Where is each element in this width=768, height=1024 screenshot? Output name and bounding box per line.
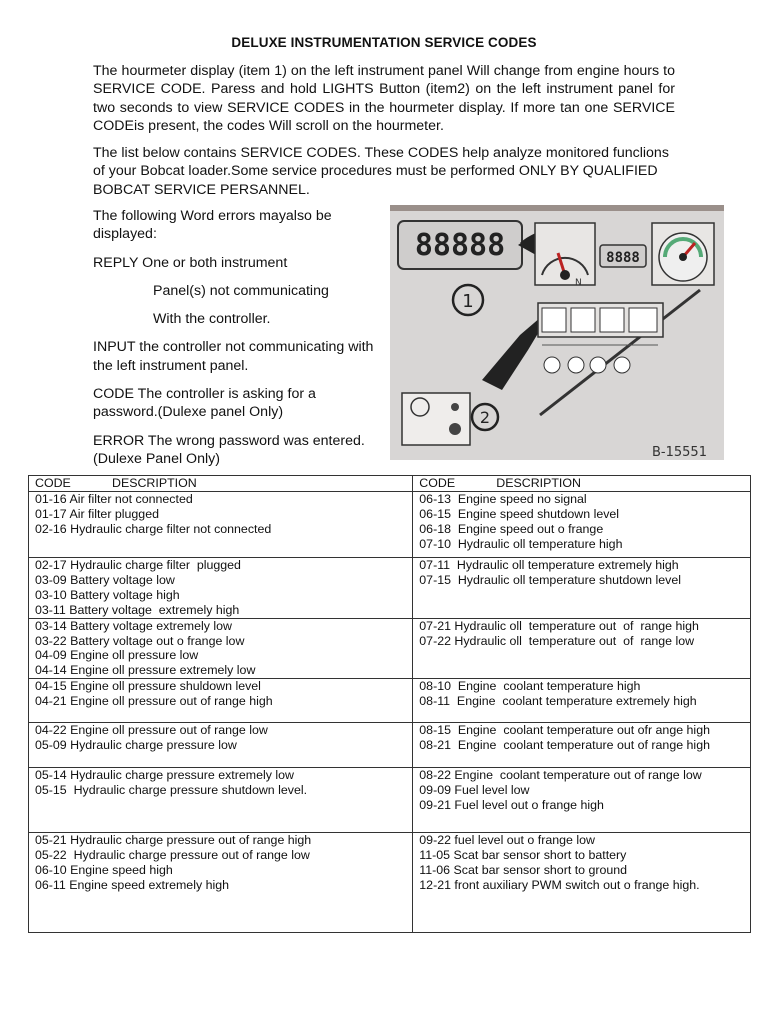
code-error-text: CODE The controller is asking for a password.(Dulexe panel Only) <box>93 386 316 421</box>
table-cell: 06-13 Engine speed no signal 06-15 Engine speed shutdown level 06-18 Engine speed out o frange 07-10 Hydraulic oll temperature high <box>413 492 751 558</box>
error-error-text: ERROR The wrong password was entered.(Dulexe Panel Only) <box>93 432 365 467</box>
table-cell: 05-21 Hydraulic charge pressure out of range high 05-22 Hydraulic charge pressure out of range low 06-10 Engine speed high 06-11 Engine speed extremely high <box>29 833 413 933</box>
service-codes-paragraph: The list below contains SERVICE CODES. These CODES help analyze monitored funclions of your Bobcat loader.Some service procedures must be performed ONLY BY QUALIFIED BOBCAT SERVICE PERSANNEL. <box>93 145 669 198</box>
instrument-panel-illustration <box>390 205 724 460</box>
table-cell: 01-16 Air filter not connected 01-17 Air filter plugged 02-16 Hydraulic charge filter not connected <box>29 492 413 558</box>
table-cell: 08-15 Engine coolant temperature out ofr ange high 08-21 Engine coolant temperature out of range high <box>413 723 751 768</box>
small-display-digits: 8888 <box>606 250 640 266</box>
header-cell-left: CODE DESCRIPTION <box>29 476 413 492</box>
document-title: DELUXE INSTRUMENTATION SERVICE CODES <box>231 35 537 50</box>
part-number: B-15551 <box>652 445 707 460</box>
table-row <box>29 492 751 558</box>
reply-line-3: With the controller. <box>153 311 271 328</box>
table-row <box>29 558 751 619</box>
temperature-gauge-icon <box>652 223 714 285</box>
service-codes-table <box>28 475 751 933</box>
table-row <box>29 833 751 933</box>
table-row <box>29 679 751 723</box>
word-errors-section <box>93 207 378 478</box>
reply-line-1: REPLY One or both instrument <box>93 254 288 271</box>
header-cell-right: CODE DESCRIPTION <box>413 476 751 492</box>
fuel-gauge-icon <box>535 223 595 288</box>
hourmeter-digits: 88888 <box>414 228 506 263</box>
table-cell: 07-21 Hydraulic oll temperature out of range high 07-22 Hydraulic oll temperature out of range low <box>413 618 751 679</box>
table-cell: 08-10 Engine coolant temperature high 08-11 Engine coolant temperature extremely high <box>413 679 751 723</box>
table-cell: 05-14 Hydraulic charge pressure extremely low 05-15 Hydraulic charge pressure shutdown level. <box>29 768 413 833</box>
instrument-panel-photo <box>390 205 724 460</box>
table-header-row <box>29 476 751 492</box>
lights-button-icon <box>402 393 470 445</box>
table-cell: 08-22 Engine coolant temperature out of range low 09-09 Fuel level low 09-21 Fuel level out o frange high <box>413 768 751 833</box>
item-1-label: 1 <box>462 291 474 312</box>
table-cell: 04-15 Engine oll pressure shuldown level 04-21 Engine oll pressure out of range high <box>29 679 413 723</box>
table-cell: 03-14 Battery voltage extremely low 03-22 Battery voltage out o frange low 04-09 Engine oll pressure low 04-14 Engine oll pressure extremely low <box>29 618 413 679</box>
word-errors-intro: The following Word errors mayalso be displayed: <box>93 208 332 243</box>
table-row <box>29 768 751 833</box>
gauge-letter: N <box>575 278 582 288</box>
reply-line-2: Panel(s) not communicating <box>153 282 329 299</box>
intro-paragraph: The hourmeter display (item 1) on the left instrument panel Will change from engine hours to SERVICE CODE. Paress and hold LIGHTS Button (item2) on the left instrument panel for two seconds to view SERVICE CODES in the hourmeter display. If more tan one SERVICE CODEis present, the codes Will scroll on the hourmeter. <box>93 63 675 134</box>
table-row <box>29 723 751 768</box>
item-2-label: 2 <box>479 408 491 427</box>
input-error-text: INPUT the controller not communicating with the left instrument panel. <box>93 339 374 374</box>
table-row <box>29 618 751 679</box>
table-cell: 07-11 Hydraulic oll temperature extremely high 07-15 Hydraulic oll temperature shutdown level <box>413 558 751 619</box>
table-cell: 09-22 fuel level out o frange low 11-05 Scat bar sensor short to battery 11-06 Scat bar sensor short to ground 12-21 front auxiliary PWM switch out o frange high. <box>413 833 751 933</box>
table-cell: 02-17 Hydraulic charge filter plugged 03-09 Battery voltage low 03-10 Battery voltage high 03-11 Battery voltage extremely high <box>29 558 413 619</box>
table-cell: 04-22 Engine oll pressure out of range low 05-09 Hydraulic charge pressure low <box>29 723 413 768</box>
